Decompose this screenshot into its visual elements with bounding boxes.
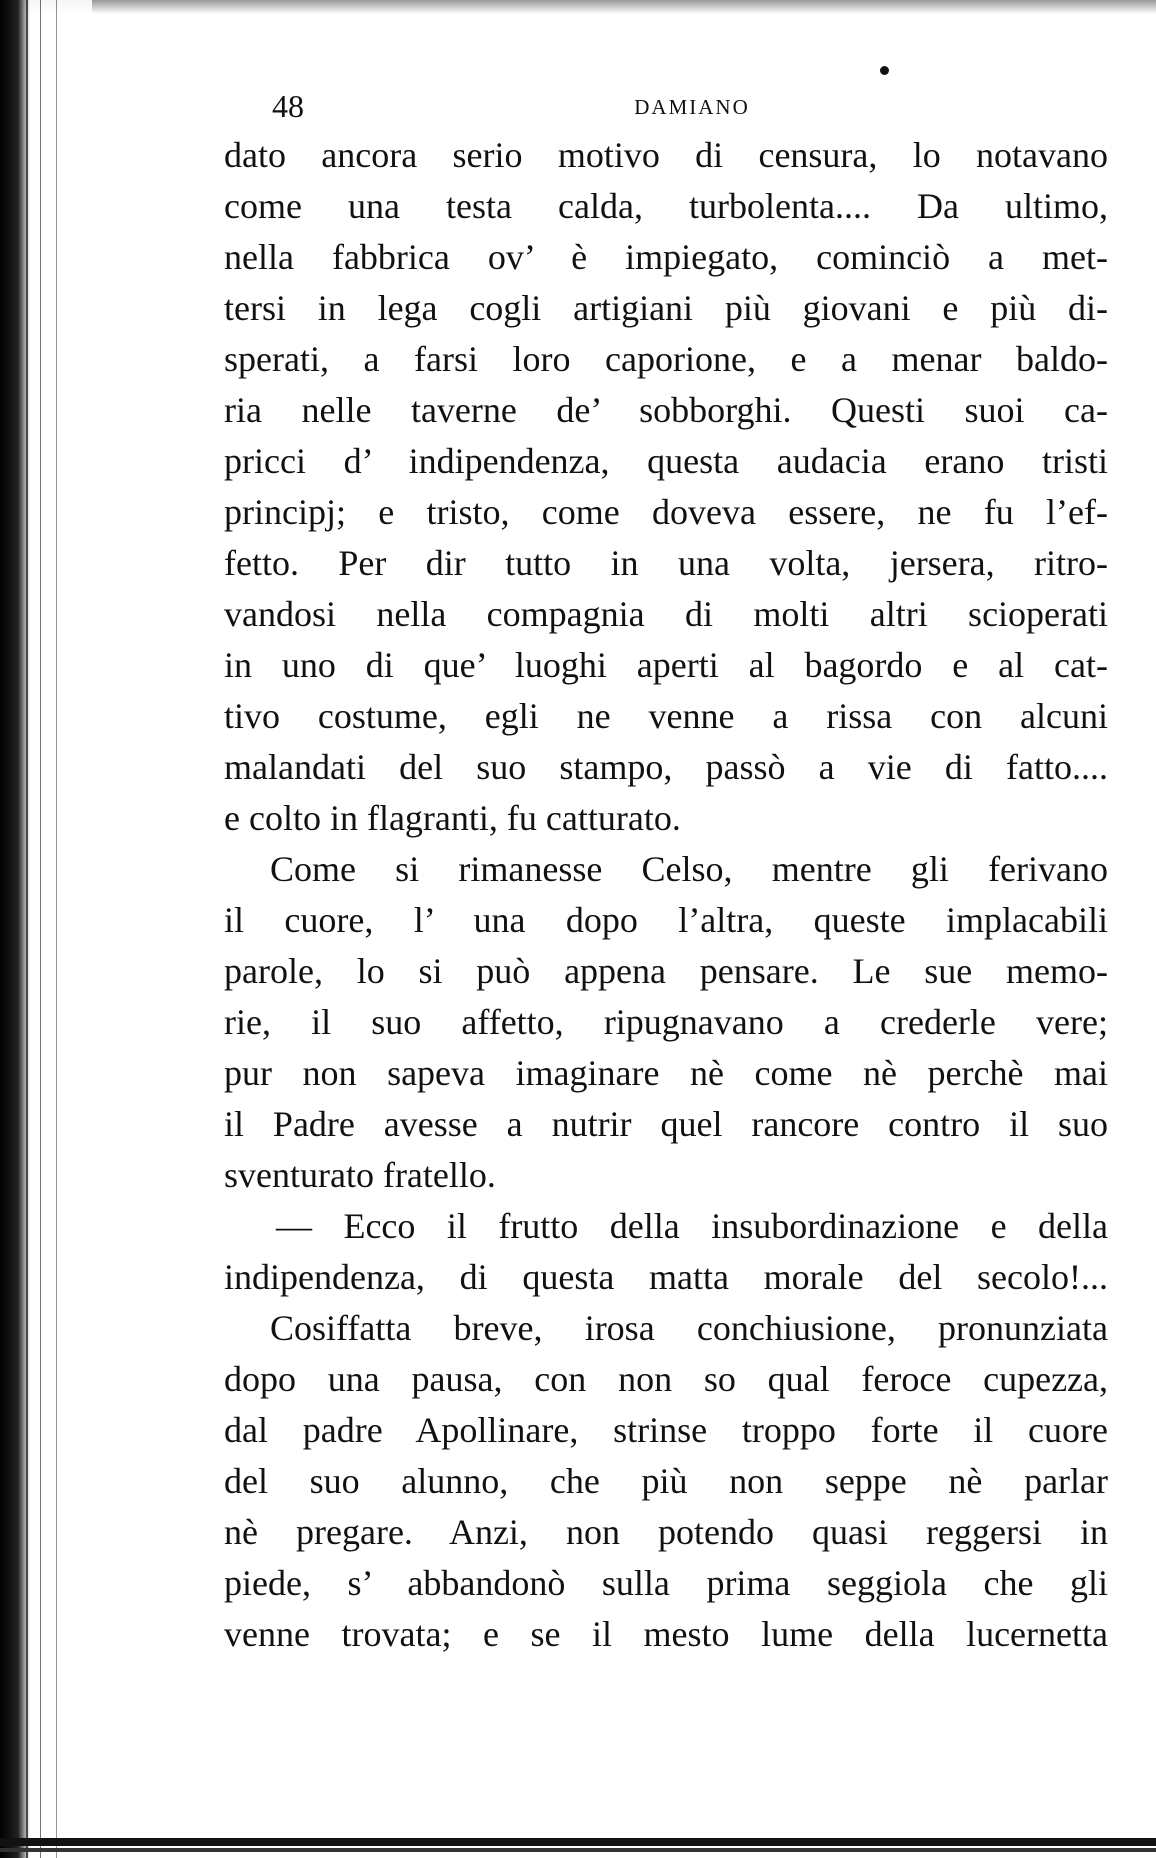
text-line: venne trovata; e se il mesto lume della lucernetta [224,1614,1108,1654]
text-line: parole, lo si può appena pensare. Le sue memo- [224,951,1108,991]
scan-bottom-edge-shadow [0,1848,1156,1852]
running-head-title: DAMIANO [634,95,750,119]
scan-bottom-edge [0,1838,1156,1846]
text-line: indipendenza, di questa matta morale del secolo!... [224,1257,1108,1297]
text-line: come una testa calda, turbolenta.... Da ultimo, [224,186,1108,226]
dialogue-line: — Ecco il frutto della insubordinazione e della [276,1206,1108,1246]
paragraph-first-line: Come si rimanesse Celso, mentre gli ferivano [270,849,1108,889]
text-line: rie, il suo affetto, ripugnavano a crederle vere; [224,1002,1108,1042]
text-line: fetto. Per dir tutto in una volta, jersera, ritro- [224,543,1108,583]
text-line: vandosi nella compagnia di molti altri scioperati [224,594,1108,634]
text-line: pricci d’ indipendenza, questa audacia erano tristi [224,441,1108,481]
page-number: 48 [272,88,304,124]
text-line: tivo costume, egli ne venne a rissa con alcuni [224,696,1108,736]
text-line: il cuore, l’ una dopo l’altra, queste implacabili [224,900,1108,940]
text-line: ria nelle taverne de’ sobborghi. Questi suoi ca- [224,390,1108,430]
page-header [272,86,1112,126]
text-line: principj; e tristo, come doveva essere, ne fu l’ef- [224,492,1108,532]
text-line: in uno di que’ luoghi aperti al bagordo e al cat- [224,645,1108,685]
text-line: sperati, a farsi loro caporione, e a menar baldo- [224,339,1108,379]
text-line: dato ancora serio motivo di censura, lo notavano [224,135,1108,175]
binding-shadow [0,0,30,1858]
scan-top-edge [0,0,1156,14]
text-line: e colto in flagranti, fu catturato. [224,798,681,838]
text-line: nè pregare. Anzi, non potendo quasi reggersi in [224,1512,1108,1552]
text-line: del suo alunno, che più non seppe nè parlar [224,1461,1108,1501]
text-line: malandati del suo stampo, passò a vie di fatto.... [224,747,1108,787]
text-line: nella fabbrica ov’ è impiegato, cominciò a met- [224,237,1108,277]
text-line: dal padre Apollinare, strinse troppo forte il cuore [224,1410,1108,1450]
body-text [224,130,1108,1660]
text-line: sventurato fratello. [224,1155,496,1195]
text-line: piede, s’ abbandonò sulla prima seggiola che gli [224,1563,1108,1603]
paragraph-first-line: Cosiffatta breve, irosa conchiusione, pronunziata [270,1308,1108,1348]
text-line: dopo una pausa, con non so qual feroce cupezza, [224,1359,1108,1399]
ink-speck [880,66,889,75]
text-line: tersi in lega cogli artigiani più giovani e più di- [224,288,1108,328]
text-line: pur non sapeva imaginare nè come nè perchè mai [224,1053,1108,1093]
text-line: il Padre avesse a nutrir quel rancore contro il suo [224,1104,1108,1144]
